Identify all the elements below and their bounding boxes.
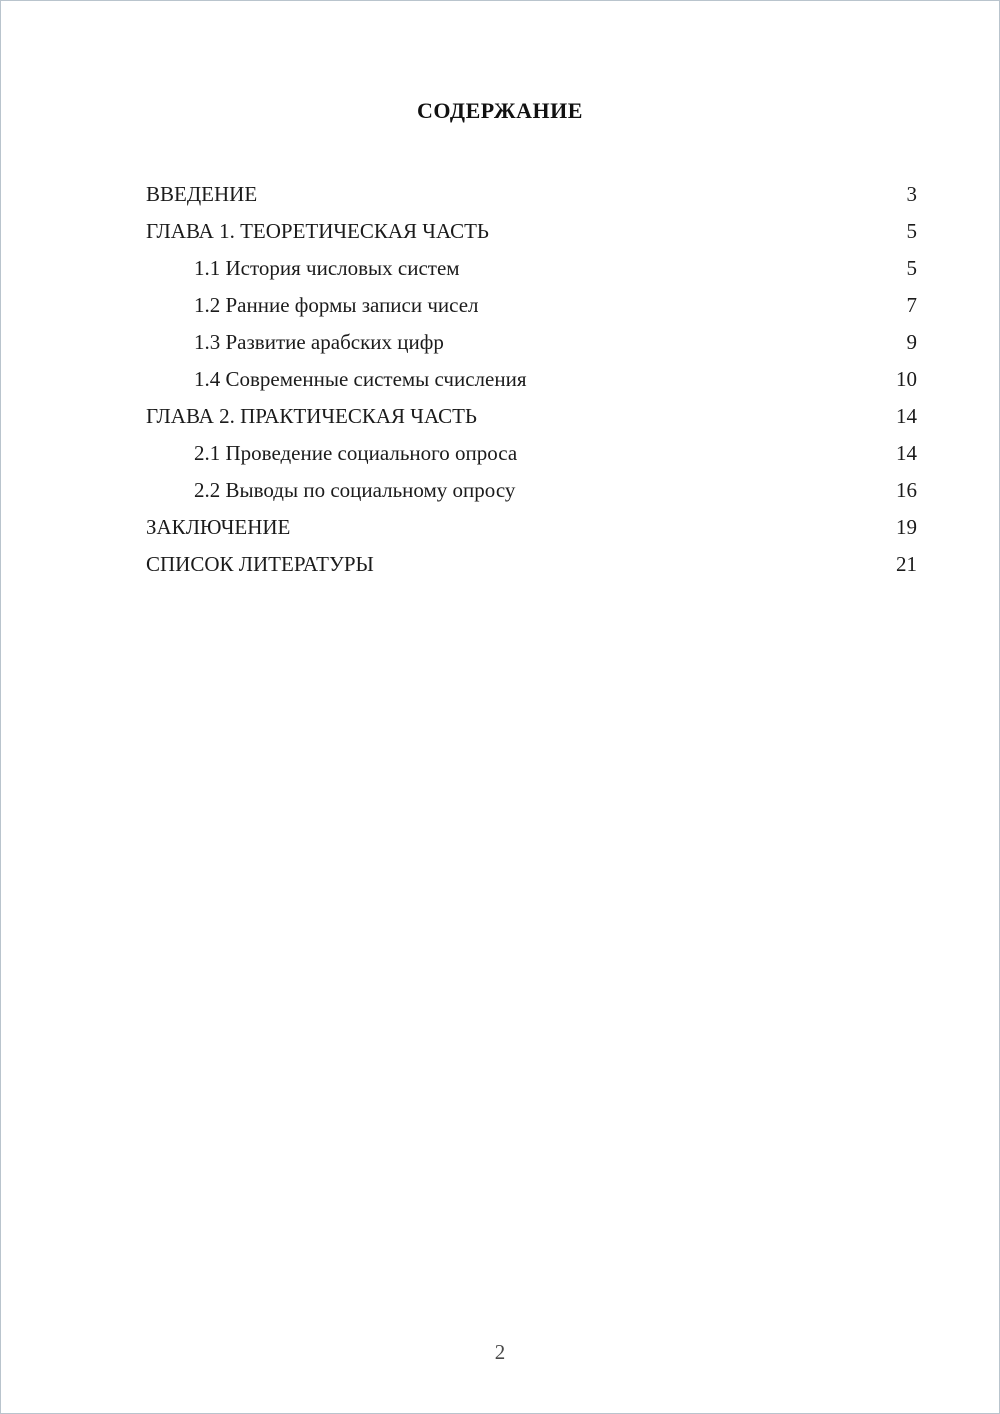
toc-entry [146,509,917,546]
toc-entry-page: 16 [896,478,917,502]
toc-entry [146,176,917,213]
toc-entry [146,472,917,509]
toc-entry [146,361,917,398]
toc-entry-page: 21 [896,552,917,576]
toc-entry-label: 1.3 Развитие арабских цифр [194,330,444,354]
toc-entry-label: ЗАКЛЮЧЕНИЕ [146,515,291,539]
toc-entry-page: 14 [896,441,917,465]
toc-entry-label: 1.4 Современные системы счисления [194,367,527,391]
toc-entry [146,546,917,583]
toc-entry-label: 2.2 Выводы по социальному опросу [194,478,516,502]
toc-entry-label: ВВЕДЕНИЕ [146,182,258,206]
toc-entry [146,398,917,435]
toc-entry [146,287,917,324]
toc-entry-page: 19 [896,515,917,539]
toc-list [146,176,917,583]
toc-entry [146,324,917,361]
toc-entry [146,435,917,472]
toc-entry [146,213,917,250]
toc-entry-page: 9 [906,330,917,354]
toc-entry-page: 14 [896,404,917,428]
toc-entry-label: 1.1 История числовых систем [194,256,460,280]
toc-entry-label: 2.1 Проведение социального опроса [194,441,518,465]
toc-entry-page: 7 [906,293,917,317]
toc-entry-page: 5 [906,256,917,280]
toc-entry-label: СПИСОК ЛИТЕРАТУРЫ [146,552,374,576]
toc-entry-label: 1.2 Ранние формы записи чисел [194,293,479,317]
page-number: 2 [494,1340,506,1364]
toc-entry-label: ГЛАВА 1. ТЕОРЕТИЧЕСКАЯ ЧАСТЬ [146,219,489,243]
toc-entry-page: 5 [906,219,917,243]
toc-entry-page: 3 [906,182,917,206]
page-title: СОДЕРЖАНИЕ [417,98,583,123]
toc-entry-page: 10 [896,367,917,391]
toc-entry [146,250,917,287]
toc-entry-label: ГЛАВА 2. ПРАКТИЧЕСКАЯ ЧАСТЬ [146,404,477,428]
